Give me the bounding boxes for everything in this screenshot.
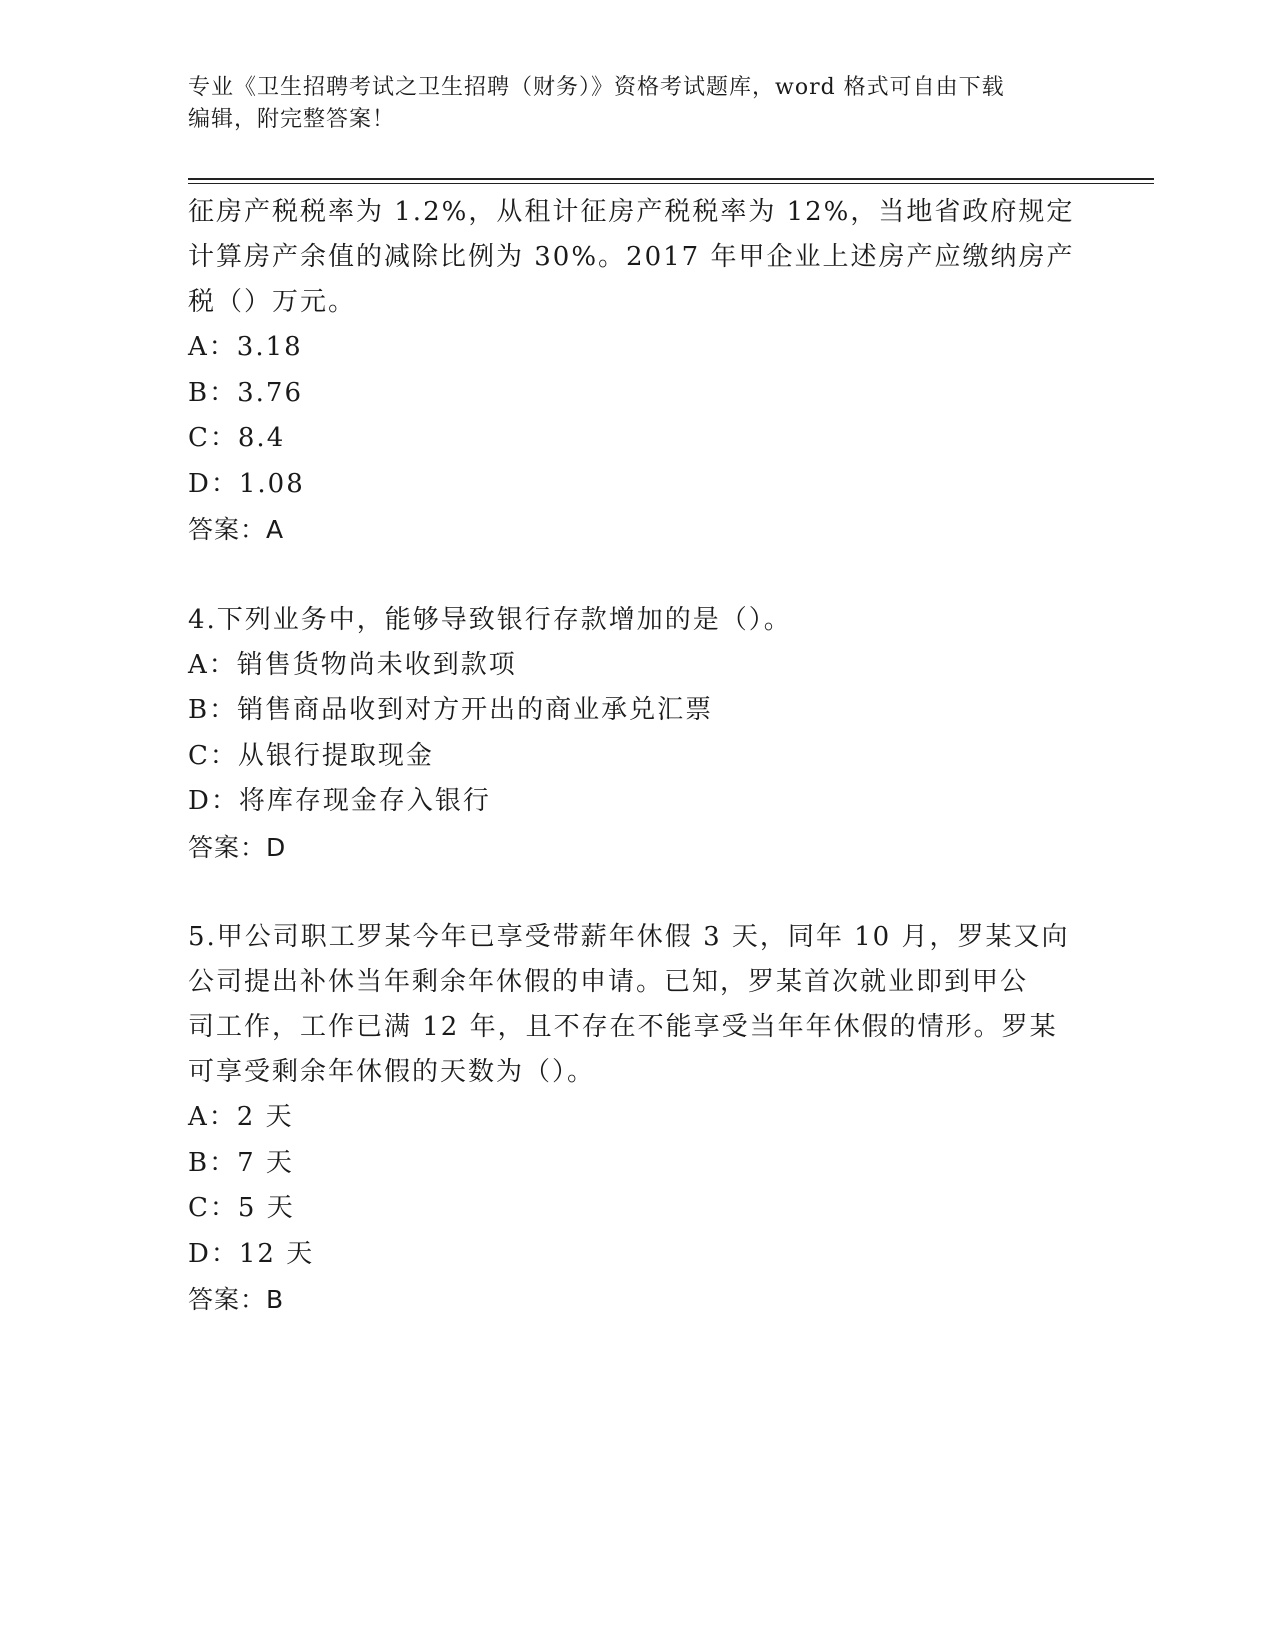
option-b: B：7 天 — [188, 1147, 294, 1178]
question-stem-line: 征房产税税率为 1.2%，从租计征房产税税率为 12%，当地省政府规定 — [188, 197, 1075, 227]
option-d: D：将库存现金存入银行 — [188, 786, 491, 816]
answer-line: 答案：B — [188, 1285, 285, 1314]
answer-line: 答案：A — [188, 515, 285, 544]
question-stem-line: 4.下列业务中，能够导致银行存款增加的是（）。 — [188, 604, 792, 635]
question-stem-line: 公司提出补休当年剩余年休假的申请。已知，罗某首次就业即到甲公 — [188, 967, 1029, 997]
document-header — [188, 72, 1088, 136]
header-divider-thick — [188, 178, 1154, 180]
option-c: C：从银行提取现金 — [188, 740, 434, 771]
option-c: C：5 天 — [188, 1193, 295, 1223]
question-stem-line: 可享受剩余年休假的天数为（）。 — [188, 1057, 596, 1087]
answer-line: 答案：D — [188, 832, 287, 862]
option-a: A：3.18 — [188, 332, 303, 362]
spacer — [188, 553, 1088, 598]
question-3 — [188, 190, 1088, 553]
option-d: D：12 天 — [188, 1238, 315, 1269]
header-divider-thin — [188, 183, 1154, 184]
option-c: C：8.4 — [188, 423, 286, 453]
header-line-2: 编辑，附完整答案！ — [188, 107, 396, 132]
option-b: B：3.76 — [188, 377, 303, 408]
question-4 — [188, 598, 1088, 871]
question-stem-line: 司工作，工作已满 12 年，且不存在不能享受当年年休假的情形。罗某 — [188, 1012, 1058, 1042]
header-line-1: 专业《卫生招聘考试之卫生招聘（财务）》资格考试题库，word 格式可自由下载 — [188, 75, 1005, 100]
option-a: A：2 天 — [188, 1102, 294, 1132]
question-list — [188, 190, 1088, 1323]
question-stem-line: 5.甲公司职工罗某今年已享受带薪年休假 3 天，同年 10 月，罗某又向 — [188, 922, 1070, 952]
question-5 — [188, 915, 1088, 1323]
question-stem-line: 计算房产余值的减除比例为 30%。2017 年甲企业上述房产应缴纳房产 — [188, 242, 1075, 272]
option-d: D：1.08 — [188, 468, 305, 499]
option-a: A：销售货物尚未收到款项 — [188, 649, 517, 680]
spacer — [188, 870, 1088, 915]
question-stem-line: 税（）万元。 — [188, 287, 357, 317]
option-b: B：销售商品收到对方开出的商业承兑汇票 — [188, 695, 714, 725]
